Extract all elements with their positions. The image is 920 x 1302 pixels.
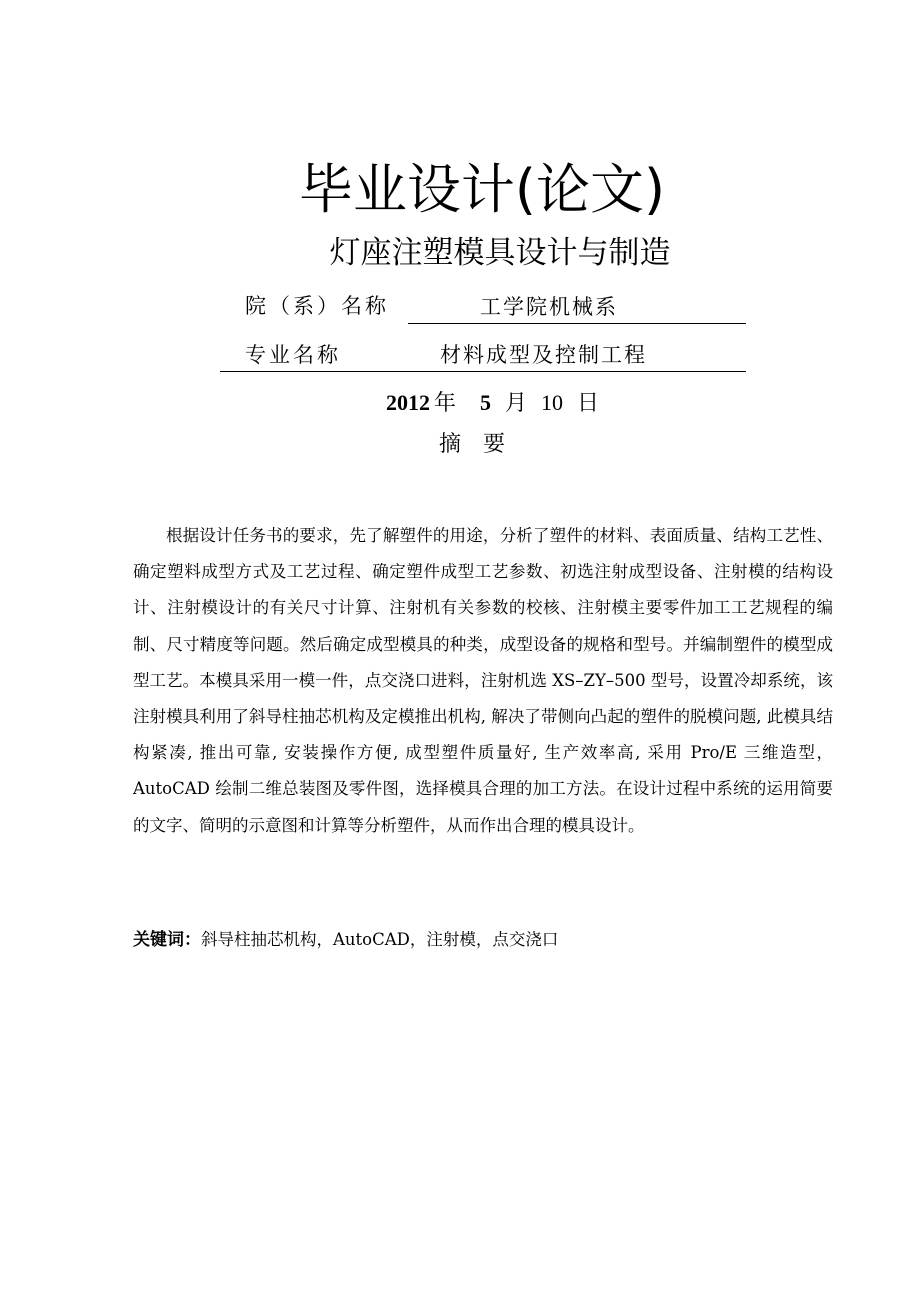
keywords-text: 斜导柱抽芯机构，AutoCAD，注射模，点交浇口 [201,930,559,949]
abstract-heading: 摘要 [438,432,527,457]
date-day-unit: 日 [577,391,600,416]
date-year-unit: 年 [434,391,457,416]
major-underline [220,371,746,372]
date-year: 2012 [386,390,430,415]
keywords-line [133,926,833,954]
department-value: 工学院机械系 [480,295,618,319]
submission-date [386,388,599,419]
date-month-unit: 月 [505,391,528,416]
major-value: 材料成型及控制工程 [440,343,647,367]
thesis-main-title: 毕业设计(论文) [298,158,666,221]
keywords-label: 关键词： [133,930,201,950]
department-underline [408,323,746,324]
date-month: 5 [480,390,492,415]
major-label: 专业名称 [245,343,341,367]
thesis-subtitle: 灯座注塑模具设计与制造 [329,235,671,271]
date-day: 10 [541,390,564,415]
department-label: 院（系）名称 [245,294,389,318]
abstract-body: 根据设计任务书的要求，先了解塑件的用途，分析了塑件的材料、表面质量、结构工艺性、确定塑料成型方式及工艺过程、确定塑件成型工艺参数、初选注射成型设备、注射模的结构设计、注射模设计的有关尺寸计算、注射机有关参数的校核、注射模主要零件加工工艺规程的编制、尺寸精度等问题。然后确定成型模具的种类，成型设备的规格和型号。并编制塑件的模型成型工艺。本模具采用一模一件，点交浇口进料，注射机选 XS–ZY–500 型号，设置冷却系统，该注射模具利用了斜导柱抽芯机构及定模推出机构, 解决了带侧向凸起的塑件的脱模问题, 此模具结构紧凑, 推出可靠, 安装操作方便, 成型塑件质量好, 生产效率高, 采用 Pro/E 三维造型，AutoCAD 绘制二维总装图及零件图，选择模具合理的加工方法。在设计过程中系统的运用简要的文字、简明的示意图和计算等分析塑件，从而作出合理的模具设计。 [133,526,833,835]
